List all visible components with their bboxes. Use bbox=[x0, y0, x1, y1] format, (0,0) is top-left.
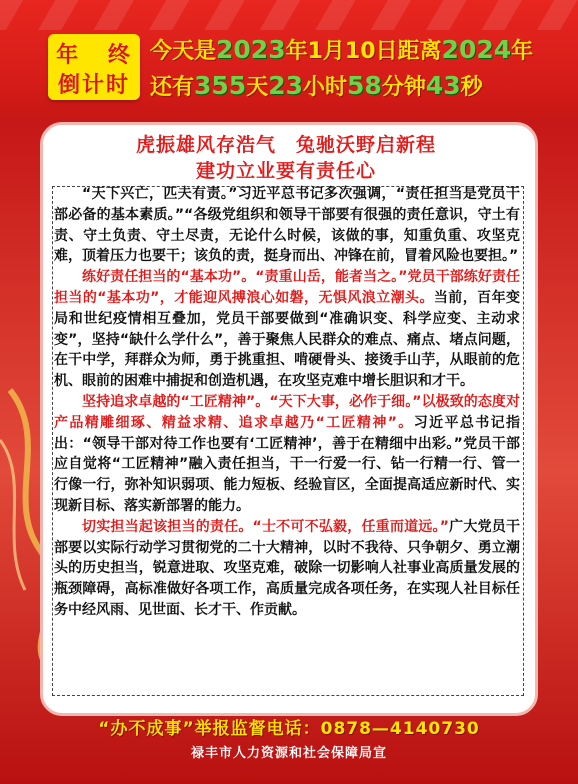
paragraph-3 bbox=[54, 392, 520, 517]
year-end-countdown-badge bbox=[48, 34, 140, 100]
banner-stripes bbox=[0, 0, 578, 30]
text-date: 年1月10日距离 bbox=[285, 39, 442, 64]
paragraph-2-text: 当前，百年变局和世纪疫情相互叠加，党员干部要做到“准确识变、科学应变、主动求变”，坚持“缺什么学什么”，善于聚焦人民群众的难点、痛点、堵点问题，在干中学，拜群众为师，勇于挑重担、啃硬骨头、接烫手山芋，从眼前的危机、眼前的困难中捕捉和创造机遇，在攻坚克难中增长胆识和才干。 bbox=[54, 289, 520, 390]
article-body bbox=[54, 184, 520, 621]
current-year: 2023 bbox=[216, 35, 286, 64]
paragraph-2-heading: 练好责任担当的“基本功”。“责重山岳，能者当之。”党员干部练好责任担当的“基本功”，才能迎风搏浪心如磐，无惧风浪立潮头。 bbox=[54, 269, 520, 306]
headline-line-2: 建功立业要有责任心 bbox=[195, 160, 376, 182]
paragraph-3-text: 习近平总书记指出：“领导干部对待工作也要有‘工匠精神’，善于在精细中出彩。”党员干部应自觉将“工匠精神”融入责任担当，干一行爱一行、钻一行精一行、管一行像一行，弥补知识弱项、能力短板、经验盲区，全面提高适应新时代、实现新目标、落实新部署的能力。 bbox=[54, 414, 521, 514]
text-hours: 小时 bbox=[303, 75, 348, 100]
days-count: 355 bbox=[194, 71, 247, 100]
paragraph-3-heading: 坚持追求卓越的“工匠精神”。“天下大事，必作于细。”以极致的态度对产品精雕细琢、精益求精、追求卓越乃“工匠精神”。 bbox=[54, 393, 520, 431]
badge-line-2: 倒计时 bbox=[57, 73, 130, 98]
report-hotline: “办不成事”举报监督电话：0878—4140730 bbox=[98, 719, 480, 739]
paragraph-1: “天下兴亡，匹夫有责。”习近平总书记多次强调，“责任担当是党员干部必备的基本素质。”“各级党组织和领导干部要有很强的责任意识，守土有责、守土负责、守土尽责，无论什么时候，该做的事，知重负重、攻坚克难，顶着压力也要干；该负的责，挺身而出、冲锋在前，冒着风险也要担。” bbox=[54, 186, 520, 265]
text-minutes: 分钟 bbox=[381, 75, 426, 100]
minutes-count: 58 bbox=[347, 71, 382, 100]
hours-count: 23 bbox=[268, 71, 304, 100]
badge-line-1: 年 终 bbox=[56, 43, 132, 68]
paragraph-4-heading: 切实担当起该担当的责任。“士不可不弘毅，任重而道远。” bbox=[82, 518, 449, 535]
countdown-remaining-line bbox=[150, 70, 483, 101]
paragraph-4 bbox=[54, 517, 520, 621]
next-year: 2024 bbox=[441, 35, 512, 64]
text-seconds: 秒 bbox=[460, 75, 483, 100]
paragraph-4-text: 广大党员干部要以实际行动学习贯彻党的二十大精神，以时不我待、只争朝夕、勇立潮头的历史担当，锐意进取、攻坚克难，破除一切影响人社事业高质量发展的瓶颈障碍，高标准做好各项工作，高质量完成各项任务，在实现人社目标任务中经风雨、见世面、长才干、作贡献。 bbox=[54, 518, 521, 618]
issuing-organization: 禄丰市人力资源和社会保障局宣 bbox=[190, 746, 387, 761]
text-today-is: 今天是 bbox=[150, 39, 217, 64]
text-year: 年 bbox=[511, 39, 534, 64]
seconds-count: 43 bbox=[425, 71, 461, 100]
headline-line-1: 虎振雄风存浩气 兔驰沃野启新程 bbox=[135, 134, 436, 156]
countdown-date-line bbox=[150, 34, 533, 65]
text-days: 天 bbox=[246, 75, 269, 100]
paragraph-2 bbox=[54, 267, 520, 392]
text-remaining: 还有 bbox=[150, 75, 195, 100]
